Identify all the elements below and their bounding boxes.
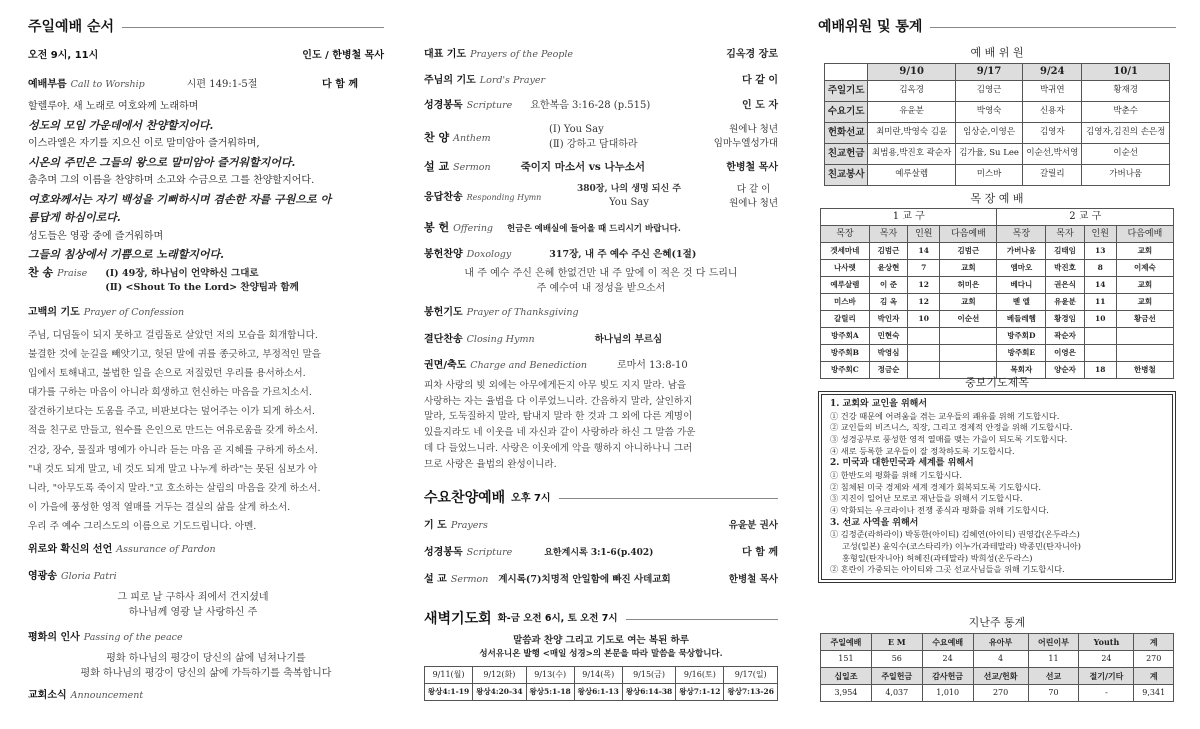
psalm-line: 할렐루야. 새 노래로 여호와께 노래하며 [28,101,199,112]
district-cell [908,345,940,362]
stats-value-cell: 151 [821,651,872,668]
stats-header-cell: 절기/기타 [1079,668,1134,685]
committee-title: 예 배 위 원 [970,46,1024,59]
district-cell: 교회 [1116,243,1173,260]
stats-header-cell: 감사헌금 [922,668,973,685]
intercession-line: ② 침체된 미국 경제와 세계 경제가 회복되도록 기도합시다. [830,481,1041,492]
district-cell: 방주회C [821,362,870,379]
stats-value-cell: 4 [973,651,1028,668]
confession-line: 주님, 디딤돌이 되지 못하고 걸림돌로 살았던 저의 모습을 회개합니다. [28,330,318,341]
district-cell [1084,328,1116,345]
stats-value-cell: 24 [922,651,973,668]
gloria-lyrics: 그 피로 날 구하사 죄에서 건지셨네 하나님께 영광 날 사랑하신 주 [117,592,269,618]
district-row [821,328,1174,345]
committee-cell: 이순선,박서영 [1023,144,1082,165]
bulletin-page: 주일예배 순서 오전 9시, 11시 인도 / 한병철 목사 예배부름 Call to Worship 시편 149:1-5절 다 함 께 할렐루야. 새 노래로 여호와께 노래하며 성도의 모임 가운데에서 찬양할지어다. 이스라엘은 자기를 지으신 이로 말미암아 즐거워하며, 시온의 주민은 그들의 왕으로 말미암아 즐거워할지어다. 춤추며 그의 이름을 찬양하며 소고와 수금으로 그를 찬양할지어다. 여호와께서는 자기 백성을 기뻐하시며 겸손한 자를 구원으로 아 름답게 하심이로다. 성도들은 영광 중에 즐거워하며 그들의 침상에서 기쁨으로 노래할지어다. 찬 송 Praise (Ⅰ) 49장, 하나님이 언약하신 그대로 (Ⅱ) <Shout To the Lord> 찬양팀과 함께 고백의 기도 Prayer of Confession 주님, 디딤돌이 되지 못하고 걸림돌로 살았던 저의 모습을 회개합니다. 불결한 것에 눈길을 빼앗기고, 헛된 말에 귀를 종긋하고, 부정적인 말을 입에서 토해내고, 불법한 일을 손으로 저질렀던 우리를 용서하소서. 대가를 구하는 마음이 아니라 희생하고 헌신하는 마음을 가르치소서. 잘견하기보다는 도움을 주고, 비판보다는 덮어주는 이가 되게 하소서. 적을 친구로 만들고, 원수를 은인으로 만드는 여유로움을 갖게 하소서. 건강, 장수, 물질과 명예가 아니라 듣는 마음 곧 지혜를 구하게 하소서. "내 것도 되게 말고, 네 것도 되게 말고 나누게 하라"는 못된 심보가 아 니라, "아무도록 죽이지 말라."고 호소하는 살림의 마음을 갖게 하소서. 이 가을에 풍성한 영적 열매를 거두는 결실의 삶을 살게 하소서. 우리 주 예수 그리스도의 이름으로 기도드립니다. 아멘. 위로와 확신의 선언 Assurance of Pardon 영광송 Gloria Patri 그 피로 날 구하사 죄에서 건지셨네 하나님께 영광 날 사랑하신 주 평화의 인사 Passing of the peace 평화 하나님의 평강이 당신의 삶에 넘쳐나기를 평화 하나님의 평강이 당신의 삶에 가득하기를 축복합니다 교회소식 Announcement 대표 기도 Prayers of the People 김옥경 장로 주님의 기도 Lord's Prayer 다 같 이 성경봉독 Scripture 요한복음 3:16-28 (p.515) 인 도 자 찬 양 Anthem (Ⅰ) You Say (Ⅱ) 강하고 담대하라 원에나 청년 임마누엘성가대 설 교 Sermon 죽이지 마소서 vs 나누소서 한병철 목사 응답찬송 Responding Hymn 380장, 나의 생명 되신 주 You Say 다 같 이 원에나 청년 봉 헌 Offering 헌금은 예배실에 들어올 때 드리시기 바랍니다. 봉헌찬양 Doxology 317장, 내 주 예수 주신 은혜(1절) 내 주 예수 주신 은혜 한없건만 내 주 앞에 이 적은 것 다 드리니 주 예수여 내 정성을 받으소서 봉헌기도 Prayer of Thanksgiving 결단찬송 Closing Hymn 하나님의 부르심 권면/축도 Charge and Benediction 로마서 13:8-10 피차 사랑의 빚 외에는 아무에게든지 아무 빚도 지지 말라. 남을 사랑하는 자는 율법을 다 이루었느니라. 간음하지 말라, 살인하지 말라, 도둑질하지 말라, 탐내지 말라 한 것과 그 외에 다른 계명이 있을지라도 네 이웃을 네 자신과 같이 사랑하라 하신 그 말씀 가운 데 다 들었느니라. 사랑은 이웃에게 악을 행하지 아니하나니 그러 므로 사랑은 율법의 완성이니라. 수요찬양예배 오후 7시 기 도 Prayers 유윤분 권사 성경봉독 Scripture 요한계시록 3:1-6(p.402) 다 함 께 설 교 Sermon 계시록(7)치명적 안일함에 빠진 사데교회 한병철 목사 새벽기도회 화-금 오전 6시, 토 오전 7시 말씀과 찬양 그리고 기도로 여는 복된 하루 성서유니온 발행 <매일 성경>의 본문을 따라 말씀을 묵상합니다. 9/11(월) 9/12(화) 9/13(수) 9/14(목) 9/15(금) 9/16(토) 9/17(일) 왕상4:1-19 왕상4:20-34 왕상5:1-18 왕상6:1-13 왕상6:14-38 왕상7:1-12 왕상7:13-26 예배위원 및 통계 예 배 위 원 9/10 9/17 9/24 10/1 주일기도 김옥경 김영근 박귀연 황재경 수요기도 유윤분 박영숙 신용자 박춘수 헌화선교 최미란,박영숙 김윤 임상순,이영은 김영자 김영자,김진의 손은정 친교헌금 최범용,박진호 곽순자 김가율, Su Lee 이순선,박서영 이순선 친교봉사 예루살렘 미스바 갈릴리 가버나움 목 장 예 배 1 교 구 2 교 구 목장 목자 인원 다음예배 목장 목자 인원 다음예배 겟세마네 김범근 14 김범근 가버나움 김태임 13 교회 나사렛 윤상현 7 교회 엠마오 박진호 8 이제숙 예루살렘 이 준 12 허미은 베다니 권은식 14 교회 미스바 김 옥 12 교회 벧 엘 유윤분 11 교회 갈릴리 박인자 10 이순선 베들레헴 황경임 10 황금선 방주회A 민현숙 방주회D 곽순자 방주회B 박영심 방주회E 이영은 방주회C 정금순 목회자 양순자 18 한병철 중보기도제목 1. 교회와 교인을 위해서 ① 건강 때문에 어려움을 겪는 교우들의 쾌유를 위해 기도합시다. ② 교인들의 비즈니스, 직장, 그리고 경제적 안정을 위해 기도합시다. ③ 성경공부로 풍성한 영적 열매를 맺는 가을이 되도록 기도합시다. ④ 새로 등록한 교우들이 잘 정착하도록 기도합시다. 2. 미국과 대한민국과 세계를 위해서 ① 한반도의 평화를 위해 기도합시다. ② 침체된 미국 경제와 세계 경제가 회복되도록 기도합시다. ③ 지진이 일어난 모로코 재난들을 위해서 기도합시다. ④ 악화되는 우크라이나 전쟁 종식과 평화를 위해 기도합시다. 3. 선교 사역을 위해서 ① 김정준(라하라이) 박동한(아이티) 김혜연(아이티) 권영갑(온두라스) 고성(일본) 윤익수(코스타리카) 이누가(과테말라) 박종민(탄자니아) 홍형일(탄자니아) 허혜진(과테말라) 박희성(온두라스) ② 혼란이 가중되는 아이티와 그곳 선교사님들을 위해 기도합시다. 지난주 통계 주일예배 E M 수요예배 유아부 어린이부 Youth 계 151 56 24 4 11 24 270 십일조 주일헌금 감사헌금 선교/헌화 선교 절기/기타 계 3,954 4,037 1,010 270 70 - 9,341 [0,0,1200,729]
committee-cell: 최범용,박진호 곽순자 [868,144,956,165]
last-week-stats-title: 지난주 통계 [968,616,1026,629]
district-2-header: 2 교 구 [997,209,1174,226]
committee-row [825,144,1170,165]
dawn-reading-table [424,666,778,701]
wed-scripture-row: 성경봉독 Scripture 요한계시록 3:1-6(p.402) 다 함 께 [424,547,778,558]
committee-corner-cell [825,64,868,81]
committee-row [825,102,1170,123]
dawn-day-cell: 9/14(목) [574,667,622,684]
benediction-line: 사랑하는 자는 율법을 다 이루었느니라. 간음하지 말라, 살인하지 [424,395,693,407]
benediction-text [424,378,778,472]
district-cell: 7 [908,260,940,277]
intercession-line: ① 건강 때문에 어려움을 겪는 교우들의 쾌유를 위해 기도합시다. [830,410,1060,421]
intercession-line: ③ 지진이 일어난 모로코 재난들을 위해서 기도합시다. [830,493,1023,504]
sermon-row: 설 교 Sermon 죽이지 마소서 vs 나누소서 한병철 목사 [424,160,778,173]
district-cell: 방주회A [821,328,870,345]
service-time: 오전 9시, 11시 [28,50,99,61]
lords-prayer-row: 주님의 기도 Lord's Prayer 다 같 이 [424,75,778,86]
committee-table [824,63,1170,186]
district-cell: 베들레헴 [997,311,1046,328]
district-row [821,243,1174,260]
intercession-line: ① 김정준(라하라이) 박동한(아이티) 김혜연(아이티) 권영갑(온두라스) [830,529,1080,540]
district-cell: 유윤분 [1046,294,1084,311]
dawn-day-cell: 9/11(월) [425,667,473,684]
benediction-line: 피차 사랑의 빚 외에는 아무에게든지 아무 빚도 지지 말라. 남을 [424,380,687,391]
district-cell: 김태임 [1046,243,1084,260]
district-cell: 김범근 [940,243,997,260]
district-col-header: 다음예배 [1116,226,1173,243]
stats-value-cell: 11 [1028,651,1079,668]
dawn-ref-cell: 왕상7:13-26 [724,684,778,701]
district-cell [940,345,997,362]
district-cell: 방주회D [997,328,1046,345]
district-cell: 방주회B [821,345,870,362]
district-cell: 미스바 [821,294,870,311]
stats-value-cell: - [1079,685,1134,702]
district-col-header: 목자 [869,226,907,243]
district-cell: 11 [1084,294,1116,311]
committee-cell: 미스바 [955,165,1022,186]
district-cell: 나사렛 [821,260,870,277]
dawn-ref-cell: 왕상5:1-18 [526,684,574,701]
district-cell: 이영은 [1046,345,1084,362]
committee-cell: 임상순,이영은 [955,123,1022,144]
committee-cell: 신용자 [1023,102,1082,123]
district-cell: 12 [908,277,940,294]
district-col-header: 인원 [908,226,940,243]
district-cell: 교회 [940,260,997,277]
confession-line: 불결한 것에 눈길을 빼앗기고, 헛된 말에 귀를 종긋하고, 부정적인 말을 [28,349,322,361]
district-cell: 양순자 [1046,362,1084,379]
committee-row [825,123,1170,144]
announcement-heading: 교회소식 Announcement [28,690,144,701]
psalm-line: 여호와께서는 자기 백성을 기뻐하시며 겸손한 자를 구원으로 아 [28,192,332,206]
benediction-row: 권면/축도 Charge and Benediction 로마서 13:8-10 [424,360,688,371]
stats-header-cell: 유아부 [973,634,1028,651]
stats-header-cell: 주일헌금 [871,668,922,685]
praise-row: 찬 송 Praise (Ⅰ) 49장, 하나님이 언약하신 그대로 (Ⅱ) <Shout To the Lord> 찬양팀과 함께 [28,266,299,293]
intercession-line: ④ 새로 등록한 교우들이 잘 정착하도록 기도합시다. [830,445,1015,456]
district-cell [1116,328,1173,345]
district-row [821,294,1174,311]
district-cell: 김 옥 [869,294,907,311]
committee-cell: 김영자,김진의 손은정 [1082,123,1170,144]
psalm-line: 름답게 하심이로다. [28,211,121,224]
district-col-header: 다음예배 [940,226,997,243]
district-row [821,311,1174,328]
stats-header-cell: E M [871,634,922,651]
district-cell: 윤상현 [869,260,907,277]
district-cell: 김범근 [869,243,907,260]
psalm-line: 성도의 모임 가운데에서 찬양할지어다. [28,118,214,132]
stats-value-cell: 4,037 [871,685,922,702]
committee-cell: 예루살렘 [868,165,956,186]
benediction-line: 있을지라도 네 이웃을 네 자신과 같이 사랑하라 하신 그 말씀 가운 [424,427,696,439]
committee-role: 친교봉사 [825,165,868,186]
peace-heading: 평화의 인사 Passing of the peace [28,632,183,643]
stats-header-cell: 계 [1134,634,1174,651]
district-cell: 가버나움 [997,243,1046,260]
confession-line: 적을 친구로 만들고, 원수를 은인으로 만드는 여유로움을 갖게 하소서. [28,425,318,437]
committee-cell: 유윤분 [868,102,956,123]
intercession-line: ② 혼란이 가중되는 아이티와 그곳 선교사님들을 위해 기도합시다. [830,564,1065,575]
confession-heading: 고백의 기도 Prayer of Confession [28,307,185,318]
psalm-responsive-reading [28,98,384,265]
dawn-ref-cell: 왕상6:1-13 [574,684,622,701]
doxology-lyrics: 내 주 예수 주신 은혜 한없건만 내 주 앞에 이 적은 것 다 드리니 주 예수여 내 정성을 받으소서 [464,268,738,294]
offering-row: 봉 헌 Offering 헌금은 예배실에 들어올 때 드리시기 바랍니다. [424,221,681,234]
district-row [821,260,1174,277]
doxology-row: 봉헌찬양 Doxology 317장, 내 주 예수 주신 은혜(1절) [424,249,697,260]
intercession-line: ③ 성경공부로 풍성한 영적 열매를 맺는 가을이 되도록 기도합시다. [830,434,1068,445]
wed-sermon-row: 설 교 Sermon 계시록(7)치명적 안일함에 빠진 사데교회 한병철 목사 [424,574,778,585]
district-cell: 이 준 [869,277,907,294]
committee-role: 친교헌금 [825,144,868,165]
district-cell: 10 [1084,311,1116,328]
district-title: 목 장 예 배 [970,192,1024,205]
worship-order-title: 주일예배 순서 [28,18,384,37]
psalm-line: 성도들은 영광 중에 즐거워하며 [28,230,164,242]
confession-line: 입에서 토해내고, 불법한 일을 손으로 저질렀던 우리를 용서하소서. [28,368,306,380]
district-cell: 14 [1084,277,1116,294]
scripture-row: 성경봉독 Scripture 요한복음 3:16-28 (p.515) 인 도 자 [424,100,778,111]
stats-value-cell: 1,010 [922,685,973,702]
district-cell: 교회 [940,294,997,311]
dawn-ref-cell: 왕상4:1-19 [425,684,473,701]
benediction-line: 말라, 도둑질하지 말라, 탐내지 말라 한 것과 그 외에 다른 계명이 [424,411,693,423]
district-1-header: 1 교 구 [821,209,997,226]
intercession-line: 1. 교회와 교인을 위해서 [830,399,928,409]
intercession-title: 중보기도제목 [965,376,1029,389]
dawn-day-cell: 9/13(수) [526,667,574,684]
district-cell [940,328,997,345]
district-cell: 박진호 [1046,260,1084,277]
psalm-line: 이스라엘은 자기를 지으신 이로 말미암아 즐거워하며, [28,138,260,149]
stats-value-cell: 70 [1028,685,1079,702]
committee-cell: 김영자 [1023,123,1082,144]
district-cell: 교회 [1116,277,1173,294]
district-cell: 황경임 [1046,311,1084,328]
committee-row [825,81,1170,102]
committee-date-header: 9/17 [955,64,1022,81]
psalm-line: 그들의 침상에서 기쁨으로 노래할지어다. [28,248,224,261]
stats-header-cell: 주일예배 [821,634,872,651]
intercession-line: 홍형일(탄자니아) 허혜진(과테말라) 박희성(온두라스) [842,552,1033,563]
dawn-day-cell: 9/16(토) [676,667,724,684]
committee-cell: 박영숙 [955,102,1022,123]
committee-date-header: 9/10 [868,64,956,81]
district-cell: 박인자 [869,311,907,328]
committee-role: 수요기도 [825,102,868,123]
committee-cell: 박춘수 [1082,102,1170,123]
district-table [820,208,1174,379]
confession-line: "내 것도 되게 말고, 네 것도 되게 말고 나누게 하라"는 못된 심보가 아 [28,463,318,475]
dawn-day-cell: 9/15(금) [622,667,676,684]
district-cell: 곽순자 [1046,328,1084,345]
district-cell: 박영심 [869,345,907,362]
intercession-line: 고성(일본) 윤익수(코스타리카) 이누가(과테말라) 박종민(탄자니아) [842,541,1081,552]
committee-cell: 김영근 [955,81,1022,102]
benediction-line: 므로 사랑은 율법의 완성이니라. [424,458,557,470]
dawn-day-cell: 9/12(화) [473,667,527,684]
district-cell: 8 [1084,260,1116,277]
dawn-day-cell: 9/17(일) [724,667,778,684]
district-row [821,277,1174,294]
committee-cell: 황재경 [1082,81,1170,102]
district-cell: 12 [908,294,940,311]
district-cell: 10 [908,311,940,328]
committee-cell: 이순선 [1082,144,1170,165]
district-col-header: 목장 [997,226,1046,243]
stats-table [820,633,1174,702]
wed-prayer-row: 기 도 Prayers 유윤분 권사 [424,520,778,531]
intercession-line: ② 교인들의 비즈니스, 직장, 그리고 경제적 안정을 위해 기도합시다. [830,422,1073,433]
stats-header-cell: 선교 [1028,668,1079,685]
confession-line: 건강, 장수, 물질과 명예가 아니라 듣는 마음 곧 지혜를 구하게 하소서. [28,444,318,456]
dawn-ref-cell: 왕상6:14-38 [622,684,676,701]
committee-stats-title: 예배위원 및 통계 [818,18,1176,37]
intercession-line: 2. 미국과 대한민국과 세계를 위해서 [830,458,974,469]
stats-value-cell: 9,341 [1134,685,1174,702]
dawn-ref-cell: 왕상4:20-34 [473,684,527,701]
stats-value-cell: 56 [871,651,922,668]
gloria-heading: 영광송 Gloria Patri [28,571,117,582]
district-cell: 교회 [1116,294,1173,311]
district-cell: 14 [908,243,940,260]
stats-header-cell: 선교/헌화 [973,668,1028,685]
district-cell: 이순선 [940,311,997,328]
district-cell: 벧 엘 [997,294,1046,311]
benediction-line: 데 다 들었느니라. 사랑은 이웃에게 악을 행하지 아니하나니 그러 [424,442,693,454]
district-cell: 갈릴리 [821,311,870,328]
stats-value-cell: 3,954 [821,685,872,702]
confession-prayer [28,326,384,536]
confession-line: 이 가을에 풍성한 영적 열매를 거두는 결실의 삶을 살게 하소서. [28,501,291,513]
confession-line: 우리 주 예수 그리스도의 이름으로 기도드립니다. 아멘. [28,520,257,532]
district-cell: 엠마오 [997,260,1046,277]
stats-value-cell: 270 [1134,651,1174,668]
district-cell: 민현숙 [869,328,907,345]
stats-header-cell: 어린이부 [1028,634,1079,651]
intercession-box [821,394,1173,580]
district-cell: 18 [1084,362,1116,379]
intercession-line: ① 한반도의 평화를 위해 기도합시다. [830,470,962,481]
stats-header-cell: Youth [1079,634,1134,651]
confession-line: 잘견하기보다는 도움을 주고, 비판보다는 덮어주는 이가 되게 하소서. [28,406,315,418]
district-cell: 목회자 [997,362,1046,379]
district-cell: 13 [1084,243,1116,260]
committee-row [825,165,1170,186]
district-cell: 황금선 [1116,311,1173,328]
district-cell: 정금순 [869,362,907,379]
district-col-header: 목장 [821,226,870,243]
psalm-line: 시온의 주민은 그들의 왕으로 말미암아 즐거워할지어다. [28,155,296,169]
stats-value-cell: 24 [1079,651,1134,668]
committee-cell: 갈릴리 [1023,165,1082,186]
stats-header-cell: 수요예배 [922,634,973,651]
committee-cell: 가버나움 [1082,165,1170,186]
stats-header-cell: 계 [1134,668,1174,685]
assurance-heading: 위로와 확신의 선언 Assurance of Pardon [28,544,216,555]
committee-cell: 박귀연 [1023,81,1082,102]
district-cell: 베다니 [997,277,1046,294]
dawn-prayer-title: 새벽기도회 화-금 오전 6시, 토 오전 7시 [424,610,778,629]
dawn-prayer-intro: 말씀과 찬양 그리고 기도로 여는 복된 하루 성서유니온 발행 <매일 성경>의 본문을 따라 말씀을 묵상합니다. [479,635,723,660]
committee-cell: 최미란,박영숙 김윤 [868,123,956,144]
district-row [821,345,1174,362]
peace-greeting: 평화 하나님의 평강이 당신의 삶에 넘쳐나기를 평화 하나님의 평강이 당신의 삶에 가득하기를 축복합니다 [80,653,332,679]
district-col-header: 인원 [1084,226,1116,243]
committee-date-header: 9/24 [1023,64,1082,81]
psalm-line: 춤추며 그의 이름을 찬양하며 소고와 수금으로 그를 찬양할지어다. [28,175,315,186]
people-prayer-row: 대표 기도 Prayers of the People 김옥경 장로 [424,49,778,60]
district-cell: 허미은 [940,277,997,294]
service-time-row [28,49,384,63]
thanksgiving-row: 봉헌기도 Prayer of Thanksgiving [424,307,579,318]
district-cell: 한병철 [1116,362,1173,379]
confession-line: 대가를 구하는 마음이 아니라 희생하고 헌신하는 마음을 가르치소서. [28,387,312,399]
district-cell [1116,345,1173,362]
intercession-line: ④ 악화되는 우크라이나 전쟁 종식과 평화를 위해 기도합시다. [830,505,1049,516]
committee-date-header: 10/1 [1082,64,1170,81]
confession-line: 니라, "아무도록 죽이지 말라."고 호소하는 살림의 마음을 갖게 하소서. [28,482,321,494]
intercession-line: 3. 선교 사역을 위해서 [830,517,919,528]
district-cell [1084,345,1116,362]
district-cell: 겟세마네 [821,243,870,260]
district-col-header: 목자 [1046,226,1084,243]
committee-role: 헌화선교 [825,123,868,144]
committee-role: 주일기도 [825,81,868,102]
stats-value-cell: 270 [973,685,1028,702]
service-leader: 인도 / 한병철 목사 [302,50,384,61]
closing-hymn-row: 결단찬송 Closing Hymn 하나님의 부르심 [424,334,663,345]
wednesday-service-title: 수요찬양예배 오후 7시 [424,489,778,508]
district-cell: 예루살렘 [821,277,870,294]
dawn-ref-cell: 왕상7:1-12 [676,684,724,701]
call-to-worship-row: 예배부름 Call to Worship 시편 149:1-5절 다 함 께 [28,79,358,90]
district-cell [908,328,940,345]
district-cell: 이제숙 [1116,260,1173,277]
stats-header-cell: 십일조 [821,668,872,685]
committee-cell: 김옥경 [868,81,956,102]
district-cell: 방주회E [997,345,1046,362]
district-cell: 권은식 [1046,277,1084,294]
committee-cell: 김가율, Su Lee [955,144,1022,165]
